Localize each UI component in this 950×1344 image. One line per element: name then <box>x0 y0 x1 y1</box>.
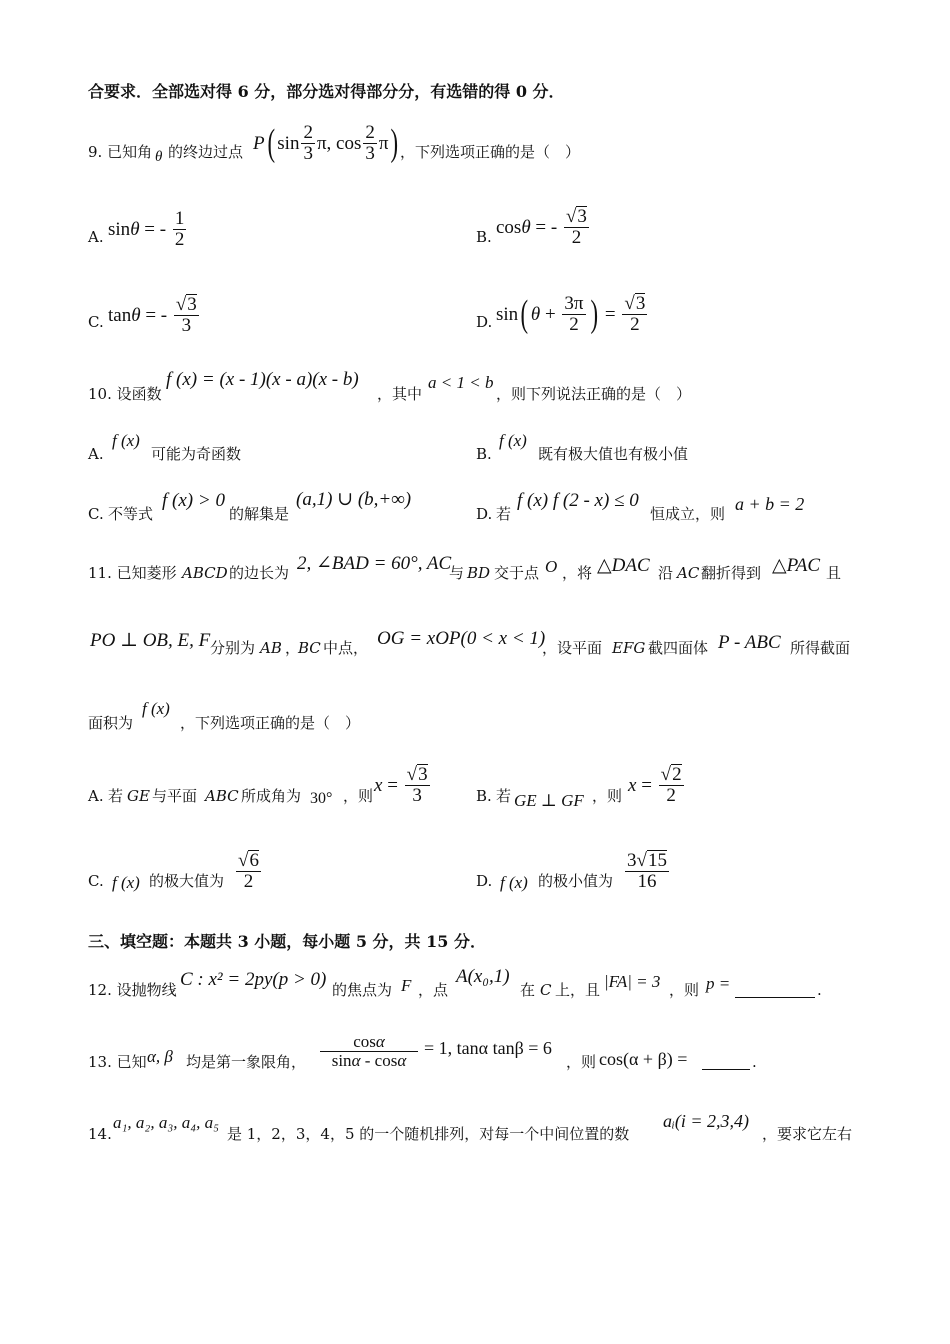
q11-l2-expr1: PO ⊥ OB, E, F <box>90 630 211 651</box>
q9-option-b-label: B. <box>476 228 492 246</box>
q11-l1-d: 交于点 <box>494 564 540 582</box>
q13-answer-blank <box>702 1055 750 1070</box>
q11-option-b-label: B. <box>476 787 492 805</box>
q11-l1-c: 与 <box>449 564 465 582</box>
q11-option-a-t2: 与平面 <box>152 787 198 805</box>
q10-option-c-label: C. <box>88 505 104 523</box>
q11-option-d-label: D. <box>476 872 493 890</box>
q11-option-a-t3: 所成角为 <box>241 787 302 805</box>
q10-option-b-text: 既有极大值也有极小值 <box>538 445 689 463</box>
q13-b: 均是第一象限角， <box>186 1053 307 1071</box>
q12-expr2: A(x₀,1) <box>456 966 510 987</box>
q11-l1-a: 11. 已知菱形 <box>88 564 177 582</box>
q14-a: 14. <box>88 1125 112 1143</box>
q11-abcd: ABCD <box>182 564 228 582</box>
q11-l2-expr2: OG = xOP(0 < x < 1) <box>377 628 546 649</box>
q11-option-a-expr: x = $\frac{√3}{3}$ <box>374 764 428 806</box>
q12-a: 12. 设抛物线 <box>88 981 177 999</box>
q11-l3-b: ，下列选项正确的是（ ） <box>180 714 361 732</box>
q10-option-c-text2: 的解集是 <box>229 505 290 523</box>
q9-stem-c: ，下列选项正确的是（ ） <box>400 143 581 161</box>
q11-l1-b: 的边长为 <box>229 564 290 582</box>
q10-stem-a: 10. 设函数 <box>88 385 162 403</box>
q10-option-a-label: A. <box>88 445 104 463</box>
q11-l1-expr2: △DAC <box>597 555 650 576</box>
q11-bc: BC <box>298 639 321 657</box>
q11-option-d-expr1: f (x) <box>500 873 528 892</box>
q11-option-d-expr2: $\frac{3√15}{16}$ <box>627 850 667 892</box>
q11-option-b-t2: ，则 <box>592 787 623 805</box>
q11-option-c-expr2: $\frac{√6}{2}$ <box>238 850 259 892</box>
q14-c: ，要求它左右 <box>762 1125 853 1143</box>
q11-option-a-t4: ，则 <box>343 787 374 805</box>
q11-option-b-expr2: x = $\frac{√2}{2}$ <box>628 764 682 806</box>
q13-a: 13. 已知 <box>88 1053 147 1071</box>
q14-b: 是 1，2，3，4，5 的一个随机排列，对每一个中间位置的数 <box>227 1125 630 1143</box>
q12-c: ，点 <box>418 981 449 999</box>
q9-stem-a: 9. 已知角 <box>88 143 153 161</box>
q10-option-a-expr: f (x) <box>112 431 140 450</box>
q11-option-a-ge: GE <box>127 787 150 805</box>
q10-stem-c: ，则下列说法正确的是（ ） <box>496 385 692 403</box>
q11-o: O <box>545 557 558 576</box>
q12-cc: C <box>540 981 552 999</box>
section-header-line: 合要求．全部选对得 6 分，部分选对得部分分，有选错的得 0 分． <box>88 82 565 101</box>
q11-l1-expr3: △PAC <box>772 555 821 576</box>
q11-option-a-abc: ABC <box>205 787 239 805</box>
q14-expr2: aᵢ(i = 2,3,4) <box>663 1111 749 1131</box>
q11-bd: BD <box>467 564 491 582</box>
q9-option-a-expr: sin θ = - $\frac{1}{2}$ <box>108 207 185 250</box>
q10-cond: a < 1 < b <box>428 373 494 392</box>
q14-expr1: a₁, a₂, a₃, a₄, a₅ <box>113 1113 220 1132</box>
q11-option-a-label: A. <box>88 787 104 805</box>
q11-efg: EFG <box>612 639 646 657</box>
q12-d: 在 <box>520 981 536 999</box>
q12-end: . <box>817 981 822 999</box>
q10-option-c-text1: 不等式 <box>108 505 154 523</box>
q11-l1-f: 沿 <box>658 564 674 582</box>
q9-option-d-label: D. <box>476 313 493 331</box>
q12-expr4: p = <box>706 974 731 993</box>
q11-option-d-t1: 的极小值为 <box>538 872 614 890</box>
q13-expr1: α, β <box>147 1047 173 1066</box>
section3-header: 三、填空题：本题共 3 小题，每小题 5 分，共 15 分． <box>88 932 486 951</box>
q11-l1-expr1: 2, ∠BAD = 60°, AC <box>297 553 452 574</box>
q9-option-a-label: A. <box>88 228 104 246</box>
q13-expr3: cos(α + β) = <box>599 1049 688 1069</box>
q10-option-b-expr: f (x) <box>499 431 527 450</box>
q11-l1-g: 翻折得到 <box>701 564 762 582</box>
q10-option-d-expr2: a + b = 2 <box>735 494 805 514</box>
q13-frac: $\frac{\cos\alpha}{\sin\alpha - \cos\alpha}$ <box>318 1026 420 1076</box>
q13-c: ，则 <box>566 1053 597 1071</box>
q12-b: 的焦点为 <box>332 981 393 999</box>
q10-stem-b: ，其中 <box>377 385 423 403</box>
q13-expr2: = 1, tanα tanβ = 6 <box>424 1038 552 1058</box>
q12-e: 上，且 <box>555 981 601 999</box>
q11-option-b-t1: 若 <box>496 787 512 805</box>
q11-ac: AC <box>677 564 700 582</box>
q9-option-c-label: C. <box>88 313 104 331</box>
q9-point-expr: P ( sin $\frac{2}{3}$ π, cos $\frac{2}{3}$ π ) <box>253 121 399 164</box>
q13-end: . <box>752 1053 757 1071</box>
q11-l3-expr: f (x) <box>142 699 170 718</box>
q11-l3-a: 面积为 <box>88 714 134 732</box>
q11-l2-c: ，设平面 <box>542 639 603 657</box>
q11-l2-sep: ， <box>285 639 301 657</box>
q11-option-a-deg: 30° <box>310 790 333 807</box>
q10-option-c-expr1: f (x) > 0 <box>162 490 225 511</box>
q12-g: ，则 <box>669 981 700 999</box>
q11-l2-expr3: P - ABC <box>718 632 781 653</box>
q10-option-d-text2: 恒成立，则 <box>650 505 726 523</box>
q11-ab: AB <box>260 639 282 657</box>
q11-l1-h: 且 <box>826 564 842 582</box>
q11-option-c-t1: 的极大值为 <box>149 872 225 890</box>
q9-option-c-expr: tan θ = - $\frac{√3}{3}$ <box>108 294 197 336</box>
q10-option-b-label: B. <box>476 445 492 463</box>
q10-func: f (x) = (x - 1)(x - a)(x - b) <box>166 369 359 390</box>
q12-answer-blank <box>735 983 815 998</box>
q10-option-d-expr1: f (x) f (2 - x) ≤ 0 <box>517 490 639 511</box>
q9-option-d-expr: sin ( θ + $\frac{3\pi}{2}$ ) = $\frac{√3}{2}$ <box>496 292 646 335</box>
q9-stem-b: 的终边过点 <box>168 143 244 161</box>
q10-option-d-text1: 若 <box>496 505 512 523</box>
q11-option-a-t1: 若 <box>108 787 124 805</box>
q11-l2-b: 中点， <box>323 639 369 657</box>
q10-option-d-label: D. <box>476 505 493 523</box>
q11-l1-e: ，将 <box>562 564 593 582</box>
q11-l2-e: 所得截面 <box>790 639 851 657</box>
q11-l2-a: 分别为 <box>210 639 256 657</box>
q9-theta: θ <box>155 149 163 165</box>
q11-option-c-expr1: f (x) <box>112 873 140 892</box>
q11-l2-d: 截四面体 <box>648 639 709 657</box>
q9-option-b-expr: cos θ = - $\frac{√3}{2}$ <box>496 206 587 248</box>
q11-option-c-label: C. <box>88 872 104 890</box>
q10-option-c-expr2: (a,1) ∪ (b,+∞) <box>296 489 412 510</box>
q12-f: F <box>401 976 412 995</box>
q12-expr1: C : x² = 2py(p > 0) <box>180 969 327 990</box>
q10-option-a-text: 可能为奇函数 <box>151 445 242 463</box>
q12-expr3: |FA| = 3 <box>604 972 661 991</box>
q11-option-b-expr1: GE ⊥ GF <box>514 791 584 810</box>
